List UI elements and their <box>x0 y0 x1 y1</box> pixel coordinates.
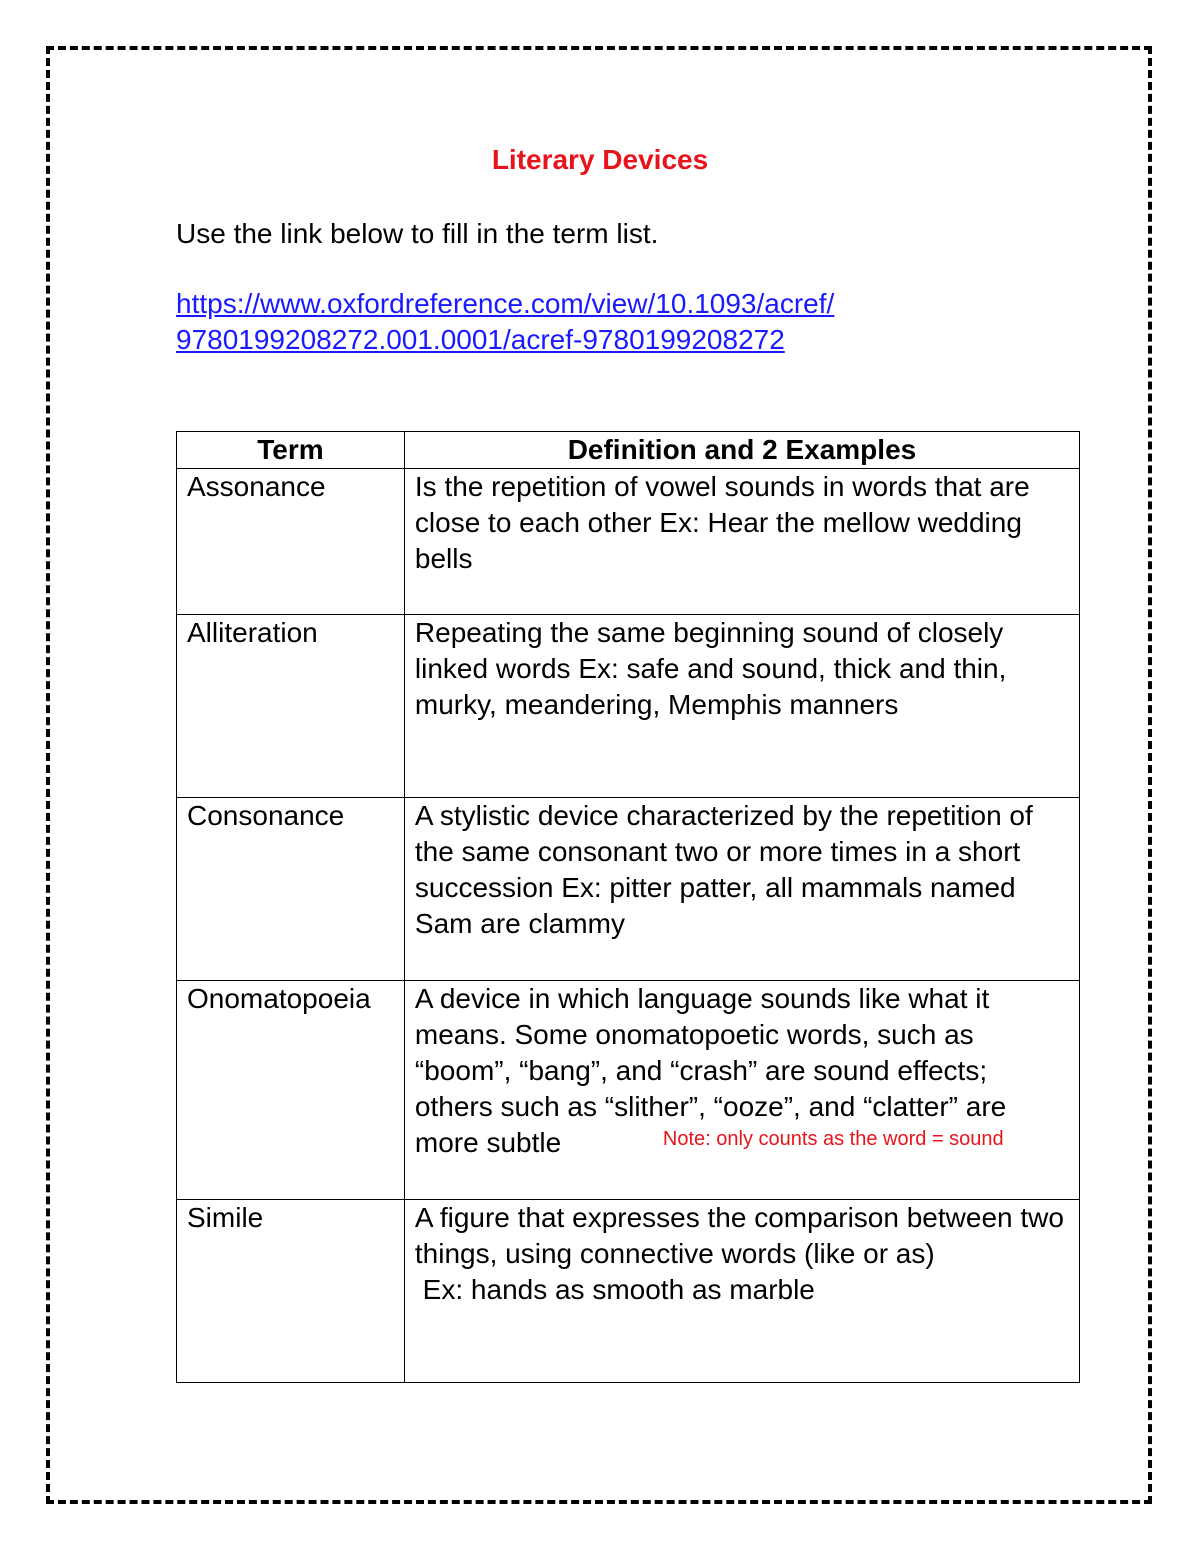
definition-cell: Repeating the same beginning sound of closely linked words Ex: safe and sound, thick and thin, murky, meandering, Memphis manners <box>404 615 1079 798</box>
table-row <box>177 981 1080 1200</box>
header-definition: Definition and 2 Examples <box>404 432 1079 469</box>
annotation-note: Note: only counts as the word = sound <box>662 1128 1004 1150</box>
reference-link-line-2[interactable]: 9780199208272.001.0001/acref-9780199208272 <box>176 324 785 355</box>
term-cell: Consonance <box>177 798 405 981</box>
reference-link[interactable] <box>176 286 834 358</box>
table-header-row <box>177 432 1080 469</box>
definition-text: A figure that expresses the comparison between two things, using connective words (like or as) <box>414 1202 1064 1269</box>
definition-cell <box>404 981 1079 1200</box>
term-cell: Simile <box>177 1200 405 1383</box>
table-row <box>177 469 1080 615</box>
header-term: Term <box>177 432 405 469</box>
reference-link-line-1[interactable]: https://www.oxfordreference.com/view/10.1093/acref/ <box>176 288 835 319</box>
table-row <box>177 798 1080 981</box>
term-cell: Alliteration <box>177 615 405 798</box>
table-row <box>177 615 1080 798</box>
definition-cell: A stylistic device characterized by the repetition of the same consonant two or more times in a short succession Ex: pitter patter, all mammals named Sam are clammy <box>404 798 1079 981</box>
table-row <box>177 1200 1080 1383</box>
definition-text: A device in which language sounds like what it means. Some onomatopoetic words, such as “boom”, “bang”, and “crash” are sound effects; others such as “slither”, “ooze”, and “clatter” are more subtle <box>414 983 1007 1158</box>
definition-cell <box>404 1200 1079 1383</box>
term-cell: Onomatopoeia <box>177 981 405 1200</box>
definition-example: Ex: hands as smooth as marble <box>414 1274 815 1305</box>
page-title: Literary Devices <box>491 144 709 175</box>
definition-cell: Is the repetition of vowel sounds in words that are close to each other Ex: Hear the mellow wedding bells <box>404 469 1079 615</box>
instruction-text: Use the link below to fill in the term list. <box>176 218 659 249</box>
term-table <box>176 431 1080 1383</box>
term-cell: Assonance <box>177 469 405 615</box>
